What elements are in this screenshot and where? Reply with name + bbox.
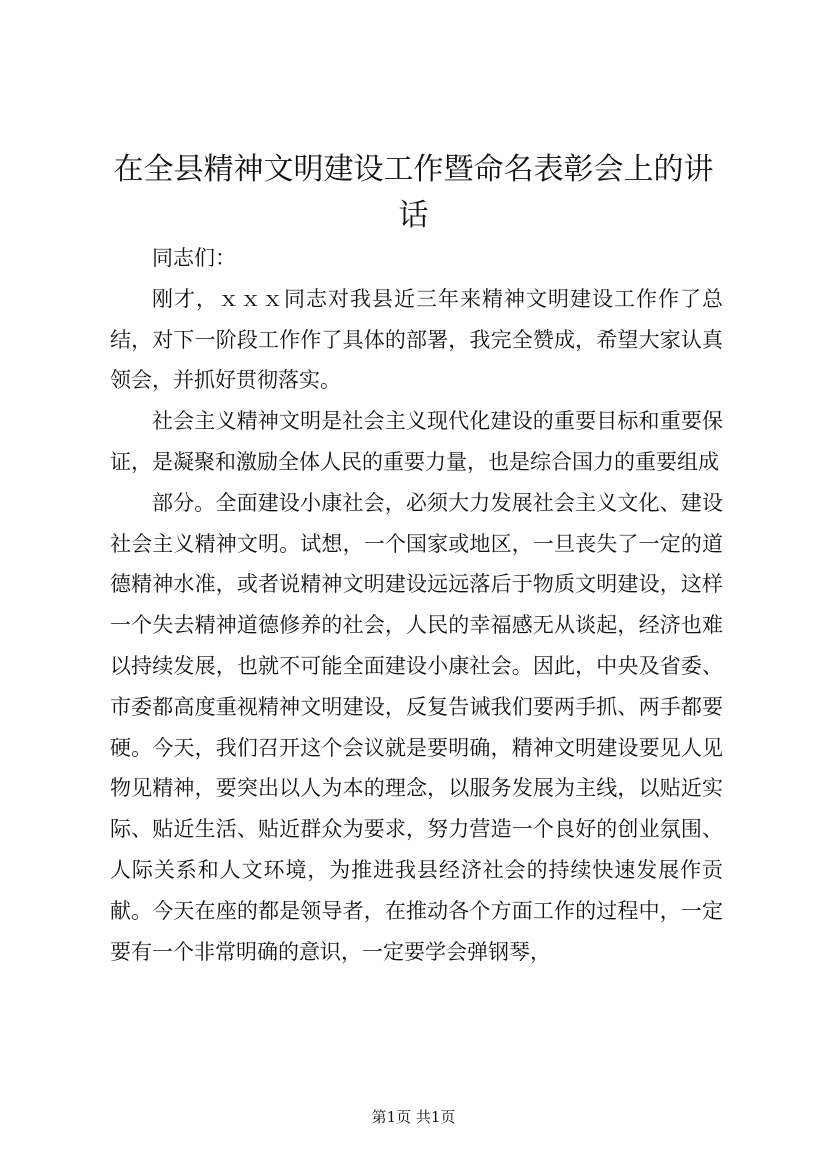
paragraph-3: 部分。全面建设小康社会，必须大力发展社会主义文化、建设社会主义精神文明。试想，一个国家或地区，一旦丧失了一定的道德精神水准，或者说精神文明建设远远落后于物质文明建设，这样一个失去精神道德修养的社会，人民的幸福感无从谈起，经济也难以持续发展，也就不可能全面建设小康社会。因此，中央及省委、市委都高度重视精神文明建设，反复告诫我们要两手抓、两手都要硬。今天，我们召开这个会议就是要明确，精神文明建设要见人见物见精神，要突出以人为本的理念，以服务发展为主线，以贴近实际、贴近生活、贴近群众为要求，努力营造一个良好的创业氛围、人际关系和人文环境，为推进我县经济社会的持续快速发展作贡献。今天在座的都是领导者，在推动各个方面工作的过程中，一定要有一个非常明确的意识，一定要学会弹钢琴， — [110, 490, 723, 964]
document-body — [110, 238, 723, 972]
paragraph-1: 刚才，ｘｘｘ同志对我县近三年来精神文明建设工作作了总结，对下一阶段工作作了具体的部署，我完全赞成，希望大家认真领会，并抓好贯彻落实。 — [110, 286, 723, 393]
paragraph-2: 社会主义精神文明是社会主义现代化建设的重要目标和重要保证，是凝聚和激励全体人民的重要力量，也是综合国力的重要组成 — [110, 409, 723, 474]
salutation: 同志们： — [152, 246, 236, 270]
document-title: 在全县精神文明建设工作暨命名表彰会上的讲话 — [113, 152, 714, 233]
page-indicator: 第1页 共1页 — [371, 1108, 456, 1126]
